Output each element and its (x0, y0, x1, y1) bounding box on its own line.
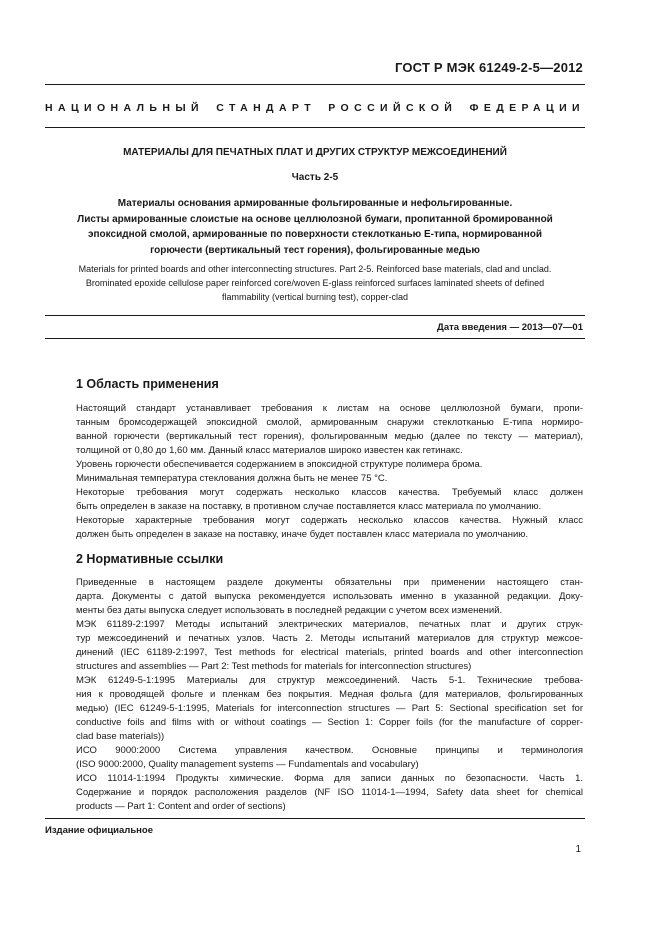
document-subtitle (45, 196, 585, 258)
body-line: Уровень горючести обеспечивается содержанием в эпоксидной структуре полимера брома. (76, 459, 483, 470)
body-line: products — Part 1: Content and order of sections) (76, 801, 286, 812)
body-line: clad base materials)) (76, 731, 165, 742)
body-line: МЭК 61249-5-1:1995 Материалы для структур межсоединений. Часть 5-1. Технические требова- (76, 675, 583, 686)
page-number: 1 (575, 844, 581, 855)
body-line: conductive foils and films with or without coatings — Section 1: Copper foils (for the manufacture of copper- (76, 717, 583, 728)
section-2-body (76, 576, 583, 814)
intro-date-rule (45, 338, 585, 339)
header-rule-top (45, 84, 585, 85)
body-line: быть определен в заказе на поставку, в противном случае поставляется класс материала по умолчанию. (76, 501, 542, 512)
body-line: ванной горючести (вертикальный тест горения), фольгированным медью (далее по тексту — материал), (76, 431, 583, 442)
english-title-line: flammability (vertical burning test), copper-clad (221, 292, 409, 302)
english-title (45, 262, 585, 304)
body-line: медью) (IEC 61249-5-1:1995, Materials for interconnection structures — Part 5: Sectional specification set for (76, 703, 583, 714)
body-line: Приведенные в настоящем разделе документы обязательны при применении настоящего стан- (76, 577, 583, 588)
section-1-body (76, 402, 583, 542)
body-line: Некоторые характерные требования могут содержать несколько классов качества. Нужный класс (76, 515, 583, 526)
title-rule (45, 315, 585, 316)
footer-rule (45, 818, 585, 819)
part-number: Часть 2-5 (291, 172, 339, 183)
subtitle-line: горючести (вертикальный тест горения), фольгированные медью (150, 244, 480, 256)
subtitle-line: эпоксидной смолой, армированные по поверхности стеклотканью Е-типа, нормированной (87, 229, 543, 240)
body-line: танным бромсодержащей эпоксидной смолой, армированным снаружи стеклотканью Е-типа нормиро- (76, 417, 583, 428)
body-line: structures and assemblies — Part 2: Test methods for materials for interconnection structures) (76, 661, 472, 672)
section-2-heading: 2 Нормативные ссылки (76, 552, 224, 566)
body-line: ИСО 11014-1:1994 Продукты химические. Форма для записи данных по безопасности. Часть 1. (76, 773, 583, 784)
body-line: тур межсоединений и печатных узлов. Часть 2. Методы испытаний материалов для структур межсое- (76, 633, 583, 644)
body-line: должен быть определен в заказе на поставку, иначе будет поставлен класс материала по умолчанию. (76, 529, 529, 540)
english-title-line: Materials for printed boards and other interconnecting structures. Part 2-5. Reinforced base materials, clad and unclad. (78, 264, 552, 274)
body-line: дарта. Документы с датой выпуска рекомендуется использовать именно в указанной редакции. Доку- (76, 591, 583, 602)
body-line: Минимальная температура стеклования должна быть не менее 75 °С. (76, 473, 388, 484)
gost-code: ГОСТ Р МЭК 61249-2-5—2012 (394, 60, 583, 75)
document-title: МАТЕРИАЛЫ ДЛЯ ПЕЧАТНЫХ ПЛАТ И ДРУГИХ СТРУКТУР МЕЖСОЕДИНЕНИЙ (123, 147, 507, 158)
body-line: Некоторые требования могут содержать несколько классов качества. Требуемый класс должен (76, 487, 583, 498)
body-line: менты без даты выпуска следует использовать в последней редакции с учетом всех изменений. (76, 605, 503, 616)
body-line: динений (IEC 61189-2:1997, Test methods for electrical materials, printed boards and other interconnection (76, 647, 583, 658)
intro-date: Дата введения — 2013—07—01 (437, 322, 583, 333)
body-line: ния к проводящей фольге и пленкам без покрытия. Медная фольга (для материалов, фольгированных (76, 689, 583, 700)
body-line: ИСО 9000:2000 Система управления качеством. Основные принципы и терминология (76, 745, 583, 756)
national-standard-label: НАЦИОНАЛЬНЫЙ СТАНДАРТ РОССИЙСКОЙ ФЕДЕРАЦИИ (45, 102, 585, 114)
section-1-heading: 1 Область применения (76, 377, 219, 391)
english-title-line: Brominated epoxide cellulose paper reinforced core/woven E-glass reinforced surfaces laminated sheets of defined (85, 278, 545, 288)
official-edition-label: Издание официальное (45, 825, 153, 836)
subtitle-line: Материалы основания армированные фольгированные и нефольгированные. (117, 198, 513, 209)
body-line: (ISO 9000:2000, Quality management systems — Fundamentals and vocabulary) (76, 759, 419, 770)
body-line: Содержание и порядок расположения разделов (NF ISO 11014-1—1994, Safety data sheet for chemical (76, 787, 583, 798)
body-line: Настоящий стандарт устанавливает требования к листам на основе целлюлозной бумаги, пропи- (76, 403, 583, 414)
body-line: толщиной от 0,80 до 1,60 мм. Данный класс материалов широко известен как гетинакс. (76, 445, 463, 456)
header-rule-bottom (45, 127, 585, 128)
body-line: МЭК 61189-2:1997 Методы испытаний электрических материалов, печатных плат и других струк- (76, 619, 583, 630)
subtitle-line: Листы армированные слоистые на основе целлюлозной бумаги, пропитанной бромированной (77, 213, 553, 225)
